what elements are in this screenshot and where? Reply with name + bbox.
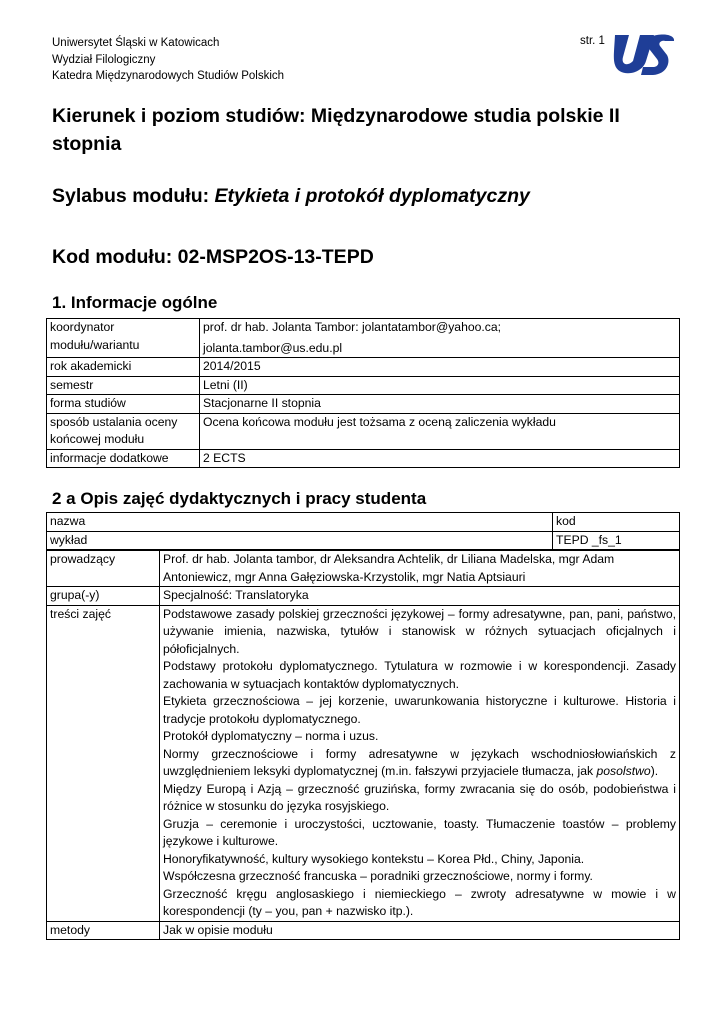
- header-faculty: Wydział Filologiczny: [52, 53, 156, 66]
- content-paragraph: Protokół dyplomatyczny – norma i uzus.: [163, 729, 379, 743]
- table-row: [47, 449, 680, 468]
- row-value: Letni (II): [200, 376, 680, 395]
- content-italic-word: posolstwo: [596, 764, 651, 778]
- table-row: [47, 587, 680, 606]
- table-row: [47, 605, 680, 921]
- course-name-table: [46, 512, 680, 550]
- content-paragraph: Honoryfikatywność, kultury wysokiego kontekstu – Korea Płd., Chiny, Japonia.: [163, 851, 585, 866]
- row-key: prowadzący: [47, 551, 160, 587]
- table-row: [47, 531, 680, 550]
- course-details-table: [46, 550, 680, 940]
- head-code: kod: [553, 513, 680, 532]
- group-value: Specjalność: Translatoryka: [160, 587, 680, 606]
- course-name: wykład: [47, 531, 553, 550]
- row-value: 2 ECTS: [200, 449, 680, 468]
- row-key: treści zajęć: [47, 605, 160, 921]
- header-department: Katedra Międzynarodowych Studiów Polskich: [52, 70, 285, 82]
- row-value: [200, 319, 680, 358]
- general-info-table: [46, 318, 680, 468]
- content-paragraph-text: Normy grzecznościowe i formy adresatywne w językach wschodniosłowiańskich z uwzględnieniem leksyki dyplomatycznej (m.in. fałszywi przyjaciele tłumacza, jak: [163, 746, 676, 778]
- table-row: [47, 358, 680, 377]
- methods-value: Jak w opisie modułu: [160, 921, 680, 940]
- table-row: [47, 551, 680, 587]
- content-paragraph: Współczesna grzeczność francuska – poradniki grzecznościowe, normy i formy.: [163, 869, 593, 883]
- content-paragraph: Gruzja – ceremonie i uroczystości, ucztowanie, toasty. Tłumaczenie toastów – problemy językowe i kulturowe.: [163, 816, 676, 848]
- content-paragraph: Grzeczność kręgu anglosaskiego i niemieckiego – zwroty adresatywne w mowie i w korespondencji (ty – you, pan + nazwisko itp.).: [163, 886, 676, 918]
- module-title-prefix: Sylabus modułu:: [52, 185, 215, 207]
- row-key: semestr: [47, 376, 200, 395]
- section2-heading: 2 a Opis zajęć dydaktycznych i pracy studenta: [52, 489, 427, 508]
- document-header: [52, 35, 284, 85]
- content-value: [160, 605, 680, 921]
- section1-heading: 1. Informacje ogólne: [52, 293, 218, 312]
- coordinator-email-1: prof. dr hab. Jolanta Tambor: jolantatambor@yahoo.ca;: [203, 320, 502, 334]
- row-value: Ocena końcowa modułu jest tożsama z oceną zaliczenia wykładu: [200, 413, 680, 449]
- row-key: informacje dodatkowe: [47, 449, 200, 468]
- module-code: Kod modułu: 02-MSP2OS-13-TEPD: [52, 246, 374, 268]
- module-title-name: Etykieta i protokół dyplomatyczny: [214, 185, 530, 207]
- table-row: [47, 319, 680, 358]
- row-value: 2014/2015: [200, 358, 680, 377]
- row-key: koordynator modułu/wariantu: [47, 319, 200, 358]
- content-paragraph: Podstawowe zasady polskiej grzeczności językowej – formy adresatywne, pan, pani, państwo, używanie imienia, nazwiska, tytułów i stanowisk w różnych sytuacjach oficjalnych i półoficjalnych.: [163, 606, 676, 656]
- header-university: Uniwersytet Śląski w Katowicach: [52, 37, 220, 49]
- row-key: grupa(-y): [47, 587, 160, 606]
- content-paragraph: Podstawy protokołu dyplomatycznego. Tytulatura w rozmowie i w korespondencji. Zasady zachowania w sytuacjach kontaktów dyplomatycznych.: [163, 659, 676, 691]
- program-title: Kierunek i poziom studiów: Międzynarodowe studia polskie II stopnia: [52, 105, 620, 155]
- content-italic-after: ).: [650, 764, 659, 778]
- lecturers-value: Prof. dr hab. Jolanta tambor, dr Aleksandra Achtelik, dr Liliana Madelska, mgr Adam Antoniewicz, mgr Anna Gałęziowska-Krzystolik, mgr Natia Aptsiauri: [160, 551, 680, 587]
- row-key: metody: [47, 921, 160, 940]
- content-paragraph: Między Europą i Azją – grzeczność gruzińska, formy zwracania się do osób, podobieństwa i różnice w stosunku do języka rosyjskiego.: [163, 781, 676, 813]
- table-row: [47, 395, 680, 414]
- coordinator-email-2: jolanta.tambor@us.edu.pl: [203, 340, 343, 355]
- row-key: forma studiów: [47, 395, 200, 414]
- module-title: [52, 182, 530, 210]
- content-paragraph: [163, 746, 676, 781]
- table-row: [47, 376, 680, 395]
- university-logo-icon: [613, 31, 675, 79]
- content-paragraph: Etykieta grzecznościowa – jej korzenie, uwarunkowania historyczne i kulturowe. Historia i tradycje protokołu dyplomatycznego.: [163, 694, 676, 726]
- row-key: sposób ustalania oceny końcowej modułu: [47, 413, 200, 449]
- table-row: [47, 513, 680, 532]
- row-key: rok akademicki: [47, 358, 200, 377]
- head-name: nazwa: [47, 513, 553, 532]
- course-code: TEPD _fs_1: [553, 531, 680, 550]
- table-row: [47, 413, 680, 449]
- page-number: str. 1: [580, 35, 605, 47]
- row-value: Stacjonarne II stopnia: [200, 395, 680, 414]
- table-row: [47, 921, 680, 940]
